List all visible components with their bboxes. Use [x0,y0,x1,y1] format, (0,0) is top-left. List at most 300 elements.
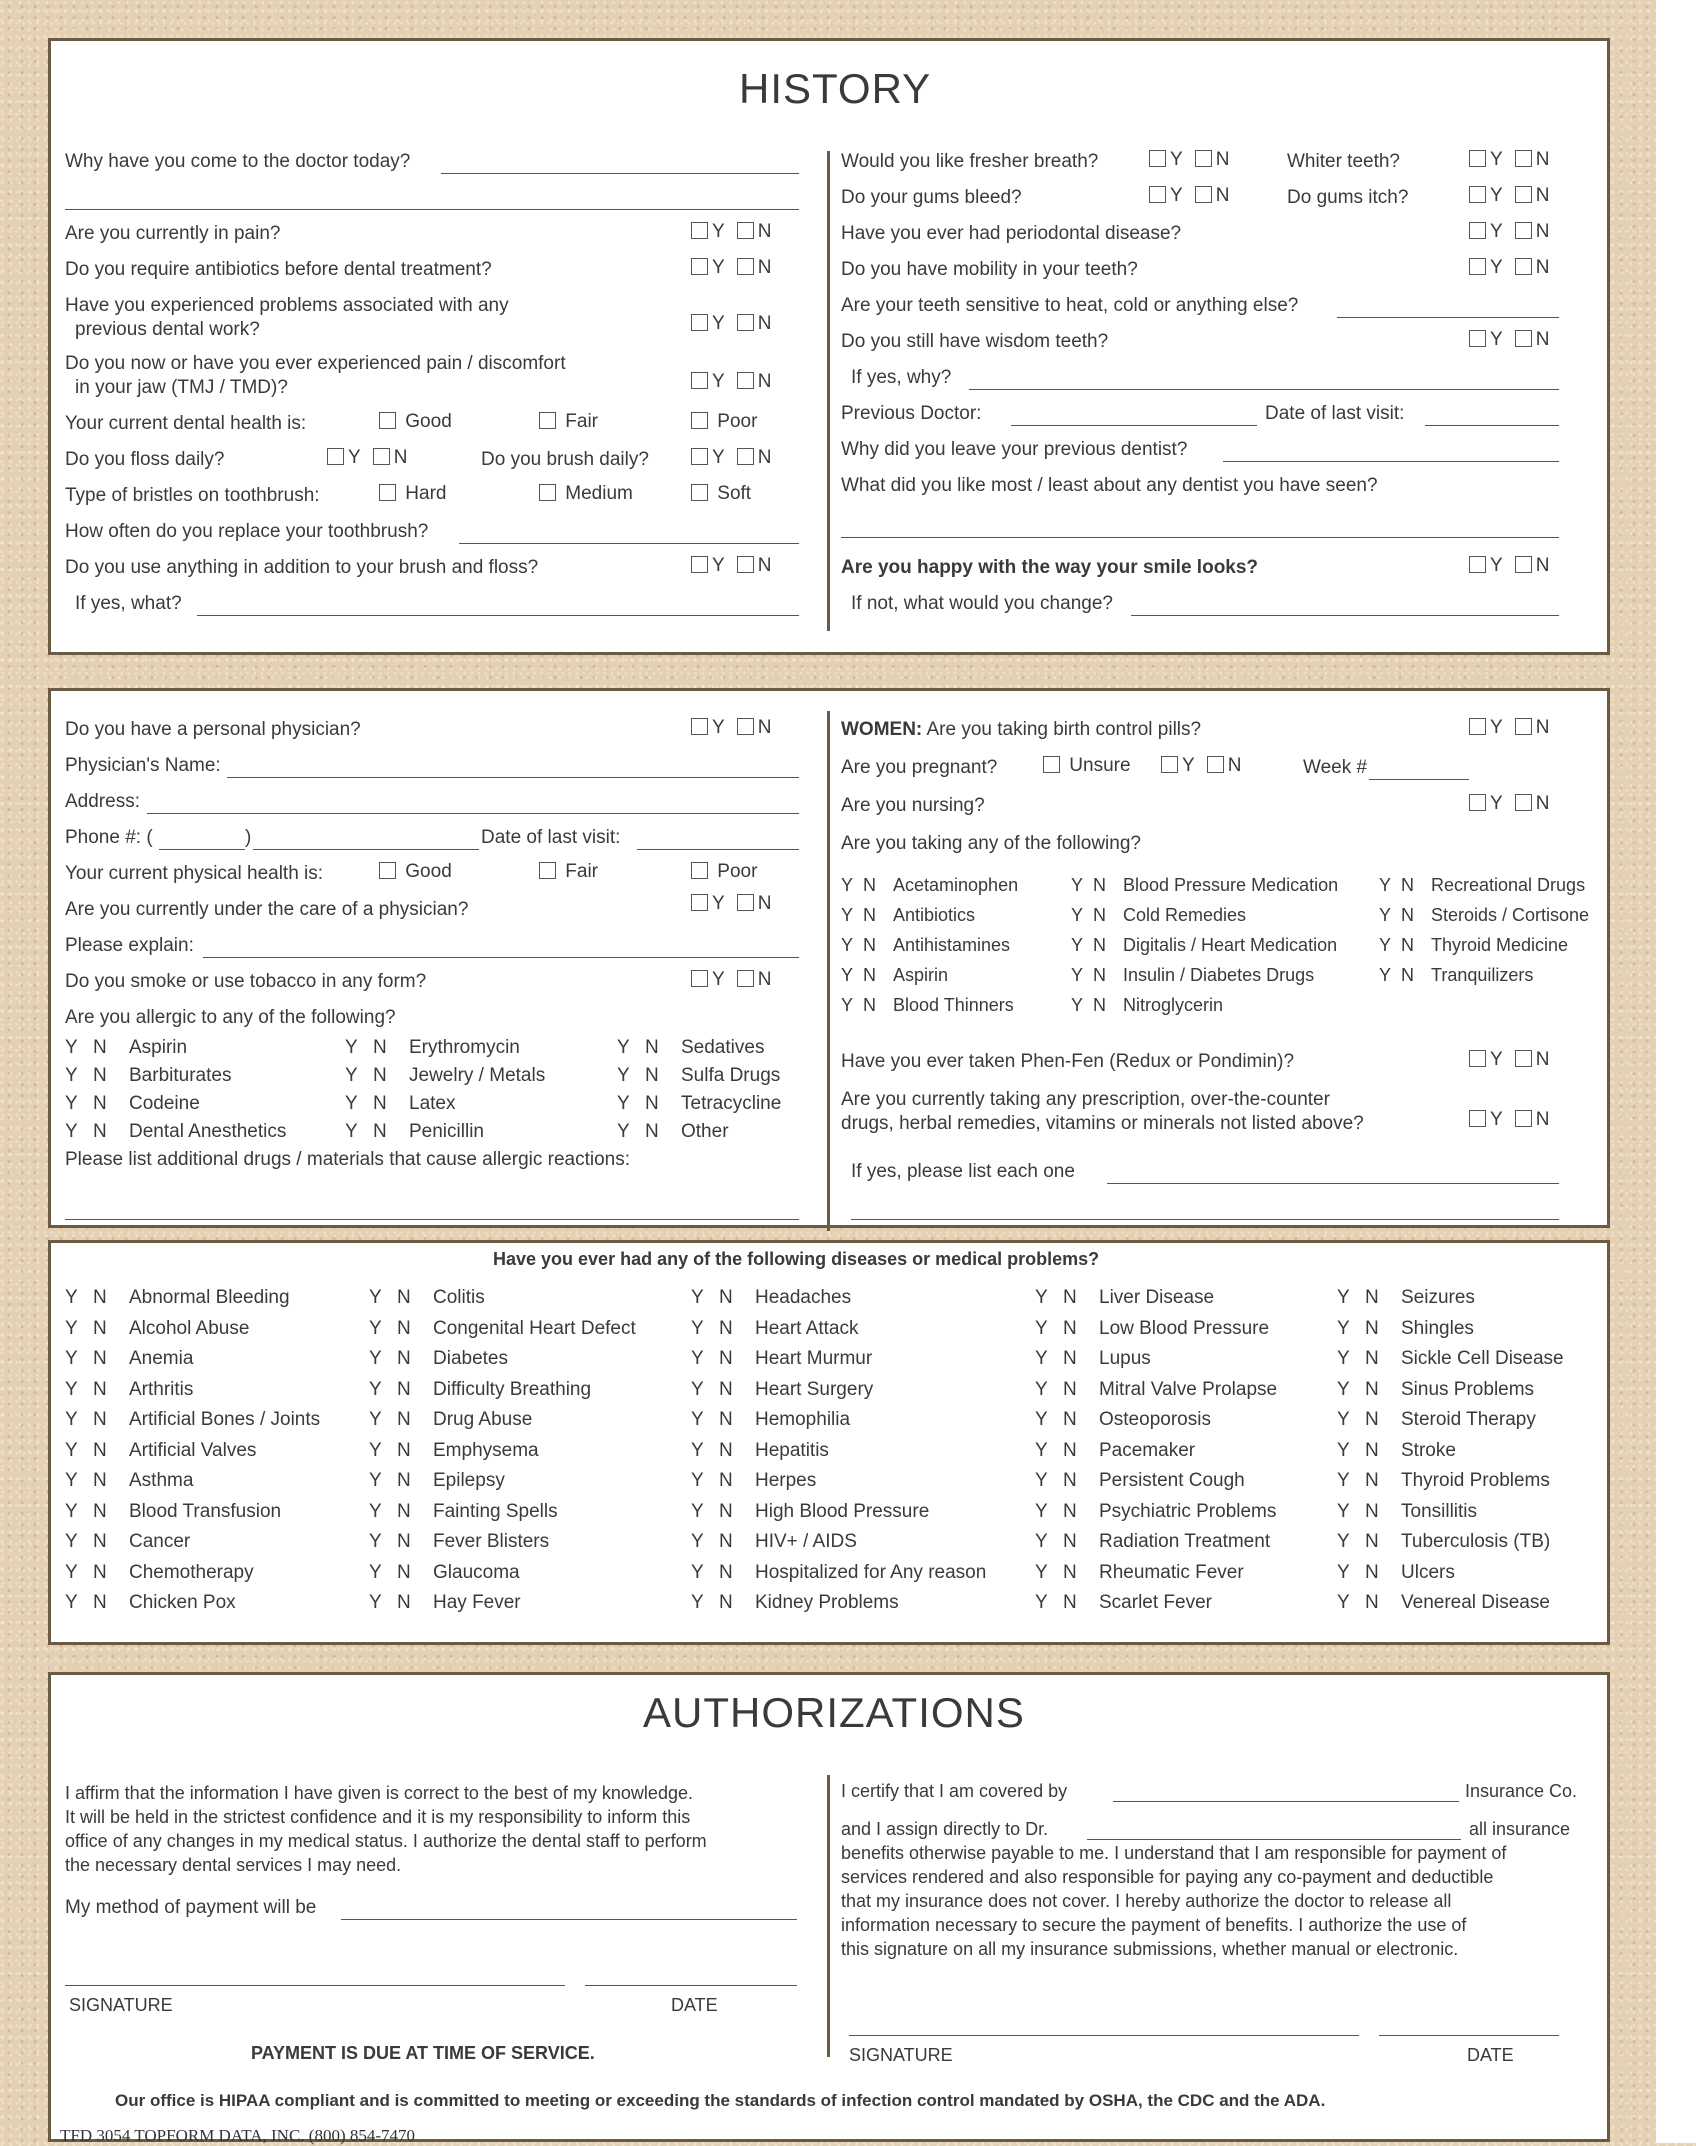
no-option[interactable]: N [397,1500,411,1522]
yes-option[interactable]: Y [369,1287,382,1308]
yes-option[interactable]: Y [1071,905,1084,925]
physical-health-poor[interactable]: Poor [691,861,757,883]
physician-yn[interactable]: Y N [691,717,771,739]
why-leave-field[interactable] [1223,461,1559,462]
yes-option[interactable]: Y [617,1065,630,1086]
no-option[interactable]: N [397,1348,411,1369]
no-option[interactable]: N [93,1037,107,1058]
disease-item[interactable] [691,1531,857,1553]
periodontal-yn[interactable]: Y N [1469,221,1549,243]
no-option[interactable]: N [1365,1378,1379,1400]
yes-option[interactable]: Y [369,1500,382,1522]
no-option[interactable]: N [373,1093,387,1114]
disease-item[interactable] [1337,1409,1536,1431]
no-option[interactable]: N [1365,1409,1379,1430]
disease-item[interactable] [65,1440,256,1462]
yes-option[interactable]: Y [1035,1317,1048,1339]
disease-item[interactable] [369,1379,591,1401]
disease-item[interactable] [1035,1318,1269,1340]
insurance-company-field[interactable] [1113,1801,1459,1802]
no-option[interactable]: N [397,1592,411,1613]
no-option[interactable]: N [373,1065,387,1086]
no-option[interactable]: N [1063,1592,1077,1613]
yes-option[interactable]: Y [691,1439,704,1461]
in-pain-yn[interactable]: Y N [691,221,771,243]
allergy-item[interactable] [345,1093,455,1115]
no-option[interactable]: N [1401,905,1414,925]
disease-item[interactable] [691,1318,859,1340]
if-not-change-field[interactable] [1131,615,1559,616]
medication-item[interactable] [841,995,1014,1016]
yes-option[interactable]: Y [65,1093,78,1114]
yes-option[interactable]: Y [1379,875,1392,895]
disease-item[interactable] [1337,1531,1550,1553]
yes-option[interactable]: Y [1337,1531,1350,1552]
whiter-yn[interactable]: Y N [1469,149,1549,171]
no-option[interactable]: N [373,1037,387,1058]
disease-item[interactable] [691,1501,929,1523]
medication-item[interactable] [1379,905,1589,926]
yes-option[interactable]: Y [1379,935,1392,955]
yes-option[interactable]: Y [1337,1439,1350,1461]
yes-option[interactable]: Y [1035,1287,1048,1308]
pregnant-unsure[interactable]: Unsure [1043,755,1131,777]
gums-itch-yn[interactable]: Y N [1469,185,1549,207]
medication-item[interactable] [1071,905,1246,926]
yes-option[interactable]: Y [1337,1378,1350,1400]
no-option[interactable]: N [1063,1531,1077,1552]
no-option[interactable]: N [397,1287,411,1308]
list-each-field-2[interactable] [851,1219,1559,1220]
allergy-item[interactable] [65,1065,231,1087]
yes-option[interactable]: Y [691,1409,704,1430]
allergy-item[interactable] [65,1037,187,1059]
no-option[interactable]: N [1063,1317,1077,1339]
yes-option[interactable]: Y [1337,1317,1350,1339]
no-option[interactable]: N [93,1561,107,1583]
list-each-field[interactable] [1107,1183,1559,1184]
disease-item[interactable] [1035,1440,1195,1462]
no-option[interactable]: N [93,1592,107,1613]
no-option[interactable]: N [93,1287,107,1308]
yes-option[interactable]: Y [369,1409,382,1430]
no-option[interactable]: N [93,1531,107,1552]
no-option[interactable]: N [93,1093,107,1114]
physician-name-field[interactable] [227,777,799,778]
disease-item[interactable] [1035,1287,1214,1309]
no-option[interactable]: N [1365,1348,1379,1369]
no-option[interactable]: N [1063,1561,1077,1583]
yes-option[interactable]: Y [1035,1470,1048,1491]
disease-item[interactable] [369,1562,520,1584]
if-yes-why-field[interactable] [969,389,1559,390]
yes-option[interactable]: Y [1337,1348,1350,1369]
additional-drugs-field[interactable] [65,1219,799,1220]
yes-option[interactable]: Y [65,1561,78,1583]
no-option[interactable]: N [1063,1500,1077,1522]
otc-yn[interactable]: Y N [1469,1109,1549,1131]
disease-item[interactable] [369,1501,558,1523]
medication-item[interactable] [841,935,1010,956]
yes-option[interactable]: Y [1379,905,1392,925]
yes-option[interactable]: Y [691,1592,704,1613]
week-field[interactable] [1369,779,1469,780]
disease-item[interactable] [1337,1470,1550,1492]
disease-item[interactable] [65,1318,249,1340]
yes-option[interactable]: Y [691,1470,704,1491]
disease-item[interactable] [1337,1287,1475,1309]
no-option[interactable]: N [719,1561,733,1583]
no-option[interactable]: N [397,1531,411,1552]
medication-item[interactable] [1071,995,1223,1016]
disease-item[interactable] [1035,1562,1244,1584]
no-option[interactable]: N [93,1065,107,1086]
sensitive-field[interactable] [1337,317,1559,318]
disease-item[interactable] [691,1440,829,1462]
allergy-item[interactable] [345,1037,520,1059]
medication-item[interactable] [1071,935,1337,956]
yes-option[interactable]: Y [617,1037,630,1058]
no-option[interactable]: N [719,1348,733,1369]
yes-option[interactable]: Y [1379,965,1392,985]
yes-option[interactable]: Y [1071,995,1084,1015]
disease-item[interactable] [65,1531,190,1553]
yes-option[interactable]: Y [369,1378,382,1400]
yes-option[interactable]: Y [369,1317,382,1339]
yes-option[interactable]: Y [1035,1531,1048,1552]
no-option[interactable]: N [645,1121,659,1142]
yes-option[interactable]: Y [1337,1287,1350,1308]
medication-item[interactable] [1071,965,1314,986]
tobacco-yn[interactable]: Y N [691,969,771,991]
brush-yn[interactable]: Y N [691,447,771,469]
disease-item[interactable] [1035,1470,1245,1492]
medication-item[interactable] [1379,875,1585,896]
disease-item[interactable] [65,1562,254,1584]
dental-health-good[interactable]: Good [379,411,452,433]
no-option[interactable]: N [719,1592,733,1613]
yes-option[interactable]: Y [691,1287,704,1308]
physical-health-fair[interactable]: Fair [539,861,598,883]
prev-doctor-field[interactable] [1011,425,1257,426]
no-option[interactable]: N [1063,1287,1077,1308]
no-option[interactable]: N [1063,1378,1077,1400]
dental-health-poor[interactable]: Poor [691,411,757,433]
yes-option[interactable]: Y [369,1561,382,1583]
yes-option[interactable]: Y [1035,1378,1048,1400]
yes-option[interactable]: Y [65,1470,78,1491]
wisdom-yn[interactable]: Y N [1469,329,1549,351]
yes-option[interactable]: Y [65,1065,78,1086]
right-signature-line[interactable] [849,2035,1359,2036]
disease-item[interactable] [369,1348,508,1370]
yes-option[interactable]: Y [617,1093,630,1114]
allergy-item[interactable] [617,1037,764,1059]
no-option[interactable]: N [397,1439,411,1461]
no-option[interactable]: N [93,1317,107,1339]
no-option[interactable]: N [93,1439,107,1461]
no-option[interactable]: N [373,1121,387,1142]
left-date-line[interactable] [585,1985,797,1986]
replace-field[interactable] [459,543,799,544]
no-option[interactable]: N [1401,875,1414,895]
yes-option[interactable]: Y [65,1439,78,1461]
disease-item[interactable] [1337,1592,1550,1614]
allergy-item[interactable] [617,1121,729,1143]
yes-option[interactable]: Y [1337,1592,1350,1613]
why-visit-field[interactable] [441,173,799,174]
gums-bleed-yn[interactable]: Y N [1149,185,1229,207]
disease-item[interactable] [691,1409,850,1431]
yes-option[interactable]: Y [1337,1561,1350,1583]
allergy-item[interactable] [617,1093,781,1115]
address-field[interactable] [147,813,799,814]
disease-item[interactable] [691,1592,899,1614]
no-option[interactable]: N [397,1317,411,1339]
no-option[interactable]: N [863,965,876,985]
no-option[interactable]: N [397,1561,411,1583]
no-option[interactable]: N [645,1093,659,1114]
disease-item[interactable] [1337,1318,1474,1340]
no-option[interactable]: N [397,1409,411,1430]
no-option[interactable]: N [1401,965,1414,985]
phone-number-field[interactable] [253,849,479,850]
payment-method-field[interactable] [341,1919,797,1920]
allergy-item[interactable] [345,1065,545,1087]
disease-item[interactable] [65,1409,320,1431]
no-option[interactable]: N [93,1378,107,1400]
disease-item[interactable] [369,1287,485,1309]
yes-option[interactable]: Y [65,1287,78,1308]
no-option[interactable]: N [719,1500,733,1522]
yes-option[interactable]: Y [369,1470,382,1491]
disease-item[interactable] [1035,1348,1151,1370]
disease-item[interactable] [1337,1348,1564,1370]
yes-option[interactable]: Y [369,1592,382,1613]
disease-item[interactable] [691,1379,873,1401]
why-visit-field-2[interactable] [65,209,799,210]
date-last-visit-field[interactable] [1425,425,1559,426]
nursing-yn[interactable]: Y N [1469,793,1549,815]
yes-option[interactable]: Y [691,1500,704,1522]
disease-item[interactable] [369,1440,539,1462]
no-option[interactable]: N [719,1439,733,1461]
disease-item[interactable] [691,1287,851,1309]
no-option[interactable]: N [1365,1531,1379,1552]
physical-health-good[interactable]: Good [379,861,452,883]
yes-option[interactable]: Y [1035,1592,1048,1613]
disease-item[interactable] [369,1409,532,1431]
no-option[interactable]: N [719,1378,733,1400]
medication-item[interactable] [841,965,948,986]
yes-option[interactable]: Y [841,965,854,985]
disease-item[interactable] [65,1287,290,1309]
no-option[interactable]: N [719,1287,733,1308]
yes-option[interactable]: Y [65,1592,78,1613]
happy-smile-yn[interactable]: Y N [1469,555,1549,577]
yes-option[interactable]: Y [65,1409,78,1430]
no-option[interactable]: N [1365,1470,1379,1491]
no-option[interactable]: N [1365,1287,1379,1308]
disease-item[interactable] [1035,1379,1277,1401]
no-option[interactable]: N [645,1037,659,1058]
no-option[interactable]: N [1063,1409,1077,1430]
no-option[interactable]: N [397,1470,411,1491]
yes-option[interactable]: Y [1035,1348,1048,1369]
no-option[interactable]: N [1365,1317,1379,1339]
allergy-item[interactable] [345,1121,484,1143]
no-option[interactable]: N [1365,1439,1379,1461]
no-option[interactable]: N [1063,1470,1077,1491]
medication-item[interactable] [841,905,975,926]
yes-option[interactable]: Y [841,995,854,1015]
no-option[interactable]: N [719,1317,733,1339]
doctor-name-field[interactable] [1087,1839,1461,1840]
disease-item[interactable] [1035,1501,1276,1523]
yes-option[interactable]: Y [691,1378,704,1400]
yes-option[interactable]: Y [691,1348,704,1369]
no-option[interactable]: N [863,875,876,895]
yes-option[interactable]: Y [841,935,854,955]
no-option[interactable]: N [719,1531,733,1552]
disease-item[interactable] [65,1348,193,1370]
bristles-hard[interactable]: Hard [379,483,446,505]
yes-option[interactable]: Y [691,1561,704,1583]
antibiotics-yn[interactable]: Y N [691,257,771,279]
physician-date-field[interactable] [637,849,799,850]
birth-control-yn[interactable]: Y N [1469,717,1549,739]
no-option[interactable]: N [1093,905,1106,925]
yes-option[interactable]: Y [617,1121,630,1142]
medication-item[interactable] [1379,935,1568,956]
no-option[interactable]: N [1401,935,1414,955]
bristles-medium[interactable]: Medium [539,483,633,505]
yes-option[interactable]: Y [1337,1470,1350,1491]
yes-option[interactable]: Y [369,1348,382,1369]
no-option[interactable]: N [1063,1348,1077,1369]
disease-item[interactable] [1337,1440,1456,1462]
yes-option[interactable]: Y [65,1317,78,1339]
no-option[interactable]: N [1365,1592,1379,1613]
no-option[interactable]: N [719,1470,733,1491]
disease-item[interactable] [1337,1562,1455,1584]
yes-option[interactable]: Y [1035,1409,1048,1430]
disease-item[interactable] [369,1592,521,1614]
no-option[interactable]: N [645,1065,659,1086]
yes-option[interactable]: Y [1071,875,1084,895]
phen-fen-yn[interactable]: Y N [1469,1049,1549,1071]
no-option[interactable]: N [93,1348,107,1369]
no-option[interactable]: N [93,1121,107,1142]
disease-item[interactable] [65,1470,193,1492]
no-option[interactable]: N [93,1409,107,1430]
no-option[interactable]: N [863,935,876,955]
yes-option[interactable]: Y [369,1439,382,1461]
no-option[interactable]: N [1063,1439,1077,1461]
additional-yn[interactable]: Y N [691,555,771,577]
fresher-yn[interactable]: Y N [1149,149,1229,171]
disease-item[interactable] [1337,1501,1477,1523]
disease-item[interactable] [691,1348,872,1370]
yes-option[interactable]: Y [1337,1409,1350,1430]
no-option[interactable]: N [397,1378,411,1400]
disease-item[interactable] [691,1470,816,1492]
no-option[interactable]: N [1093,875,1106,895]
disease-item[interactable] [369,1318,636,1340]
no-option[interactable]: N [1365,1561,1379,1583]
yes-option[interactable]: Y [345,1037,358,1058]
under-care-yn[interactable]: Y N [691,893,771,915]
explain-field[interactable] [203,957,799,958]
yes-option[interactable]: Y [345,1093,358,1114]
medication-item[interactable] [1379,965,1533,986]
liked-most-field[interactable] [841,537,1559,538]
jaw-yn[interactable]: Y N [691,371,771,393]
dental-health-fair[interactable]: Fair [539,411,598,433]
yes-option[interactable]: Y [65,1378,78,1400]
yes-option[interactable]: Y [65,1500,78,1522]
left-signature-line[interactable] [65,1985,565,1986]
yes-option[interactable]: Y [691,1531,704,1552]
prev-work-yn[interactable]: Y N [691,313,771,335]
yes-option[interactable]: Y [1035,1439,1048,1461]
disease-item[interactable] [65,1592,236,1614]
allergy-item[interactable] [65,1121,286,1143]
yes-option[interactable]: Y [369,1531,382,1552]
yes-option[interactable]: Y [1337,1500,1350,1522]
disease-item[interactable] [1035,1409,1211,1431]
allergy-item[interactable] [617,1065,780,1087]
right-date-line[interactable] [1379,2035,1559,2036]
no-option[interactable]: N [719,1409,733,1430]
disease-item[interactable] [1035,1592,1212,1614]
medication-item[interactable] [1071,875,1338,896]
no-option[interactable]: N [93,1470,107,1491]
yes-option[interactable]: Y [841,875,854,895]
no-option[interactable]: N [863,905,876,925]
mobility-yn[interactable]: Y N [1469,257,1549,279]
yes-option[interactable]: Y [691,1317,704,1339]
no-option[interactable]: N [1093,965,1106,985]
yes-option[interactable]: Y [841,905,854,925]
disease-item[interactable] [65,1379,193,1401]
yes-option[interactable]: Y [1035,1561,1048,1583]
yes-option[interactable]: Y [345,1065,358,1086]
if-yes-what-field[interactable] [197,615,799,616]
floss-yn[interactable]: Y N [327,447,407,469]
no-option[interactable]: N [863,995,876,1015]
yes-option[interactable]: Y [1071,935,1084,955]
disease-item[interactable] [1337,1379,1534,1401]
yes-option[interactable]: Y [65,1121,78,1142]
disease-item[interactable] [1035,1531,1270,1553]
pregnant-yn[interactable]: Y N [1161,755,1241,777]
no-option[interactable]: N [1365,1500,1379,1522]
bristles-soft[interactable]: Soft [691,483,751,505]
no-option[interactable]: N [93,1500,107,1522]
yes-option[interactable]: Y [1035,1500,1048,1522]
medication-item[interactable] [841,875,1018,896]
no-option[interactable]: N [1093,935,1106,955]
yes-option[interactable]: Y [1071,965,1084,985]
disease-item[interactable] [369,1531,549,1553]
no-option[interactable]: N [1093,995,1106,1015]
yes-option[interactable]: Y [65,1037,78,1058]
yes-option[interactable]: Y [65,1348,78,1369]
disease-item[interactable] [65,1501,281,1523]
yes-option[interactable]: Y [345,1121,358,1142]
yes-option[interactable]: Y [65,1531,78,1552]
